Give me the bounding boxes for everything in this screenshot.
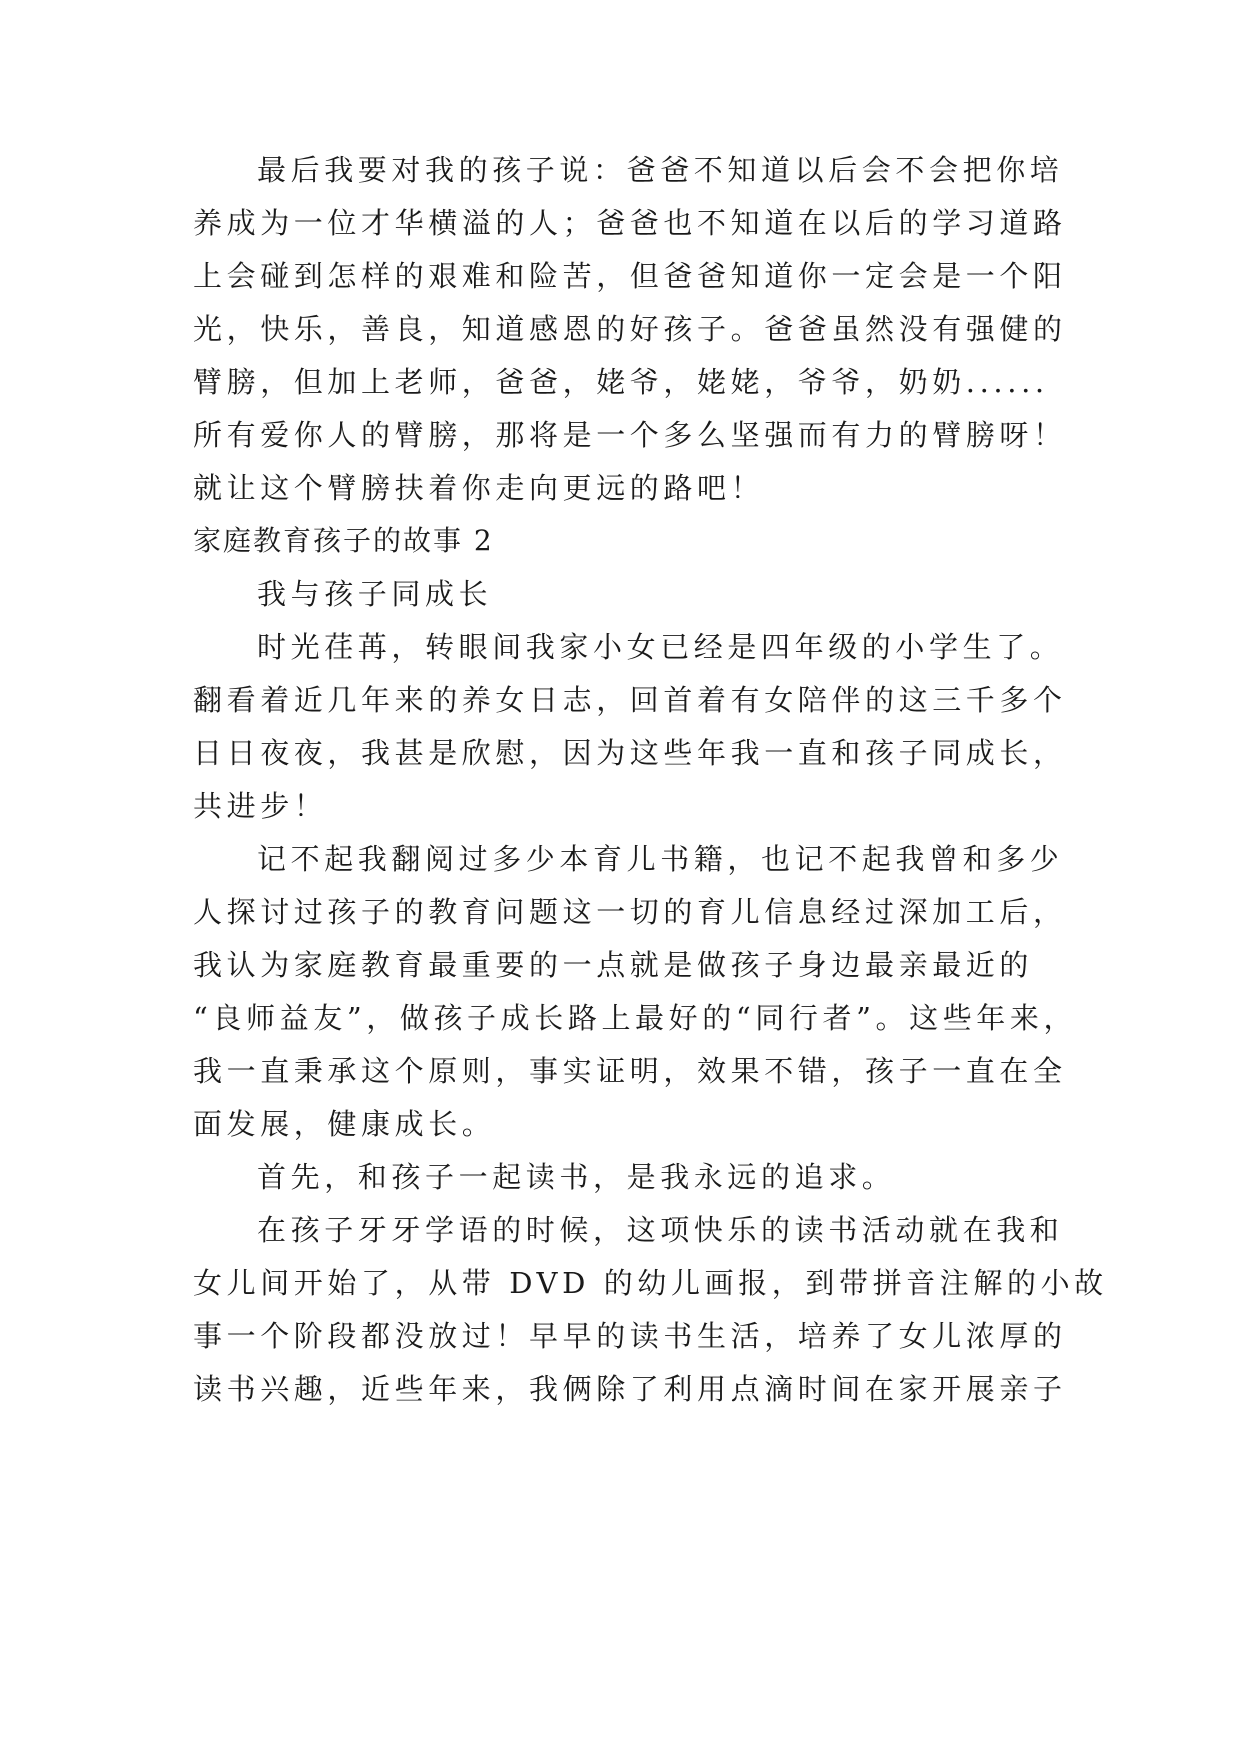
paragraph-line: “良师益友”，做孩子成长路上最好的“同行者”。这些年来， bbox=[193, 1001, 1078, 1035]
paragraph-line: 记不起我翻阅过多少本育儿书籍，也记不起我曾和多少 bbox=[257, 842, 1064, 876]
paragraph-line: 就让这个臂膀扶着你走向更远的路吧！ bbox=[193, 471, 765, 505]
paragraph-line: 养成为一位才华横溢的人；爸爸也不知道在以后的学习道路 bbox=[193, 206, 1067, 240]
paragraph-line: 人探讨过孩子的教育问题这一切的育儿信息经过深加工后， bbox=[193, 895, 1067, 929]
paragraph-line: 首先，和孩子一起读书，是我永远的追求。 bbox=[257, 1160, 896, 1194]
paragraph-line: 女儿间开始了，从带 DVD 的幼儿画报，到带拼音注解的小故 bbox=[193, 1266, 1108, 1300]
paragraph-line: 所有爱你人的臂膀，那将是一个多么坚强而有力的臂膀呀！ bbox=[193, 418, 1067, 452]
section-subtitle: 我与孩子同成长 bbox=[257, 577, 493, 611]
paragraph-line: 我一直秉承这个原则，事实证明，效果不错，孩子一直在全 bbox=[193, 1054, 1067, 1088]
paragraph-line: 最后我要对我的孩子说：爸爸不知道以后会不会把你培 bbox=[257, 153, 1064, 187]
paragraph-line: 翻看着近几年来的养女日志，回首着有女陪伴的这三千多个 bbox=[193, 683, 1067, 717]
paragraph-line: 事一个阶段都没放过！早早的读书生活，培养了女儿浓厚的 bbox=[193, 1319, 1067, 1353]
paragraph-line: 我认为家庭教育最重要的一点就是做孩子身边最亲最近的 bbox=[193, 948, 1034, 982]
paragraph-line: 光，快乐，善良，知道感恩的好孩子。爸爸虽然没有强健的 bbox=[193, 312, 1067, 346]
paragraph-line: 上会碰到怎样的艰难和险苦，但爸爸知道你一定会是一个阳 bbox=[193, 259, 1067, 293]
section-heading: 家庭教育孩子的故事 2 bbox=[193, 524, 494, 557]
paragraph-line: 在孩子牙牙学语的时候，这项快乐的读书活动就在我和 bbox=[257, 1213, 1064, 1247]
paragraph-line: 读书兴趣，近些年来，我俩除了利用点滴时间在家开展亲子 bbox=[193, 1372, 1067, 1406]
paragraph-line: 臂膀，但加上老师，爸爸，姥爷，姥姥，爷爷，奶奶...... bbox=[193, 365, 1049, 399]
paragraph-line: 共进步！ bbox=[193, 789, 328, 823]
paragraph-line: 日日夜夜，我甚是欣慰，因为这些年我一直和孩子同成长， bbox=[193, 736, 1067, 770]
paragraph-line: 时光荏苒，转眼间我家小女已经是四年级的小学生了。 bbox=[257, 630, 1064, 664]
paragraph-line: 面发展，健康成长。 bbox=[193, 1107, 496, 1141]
